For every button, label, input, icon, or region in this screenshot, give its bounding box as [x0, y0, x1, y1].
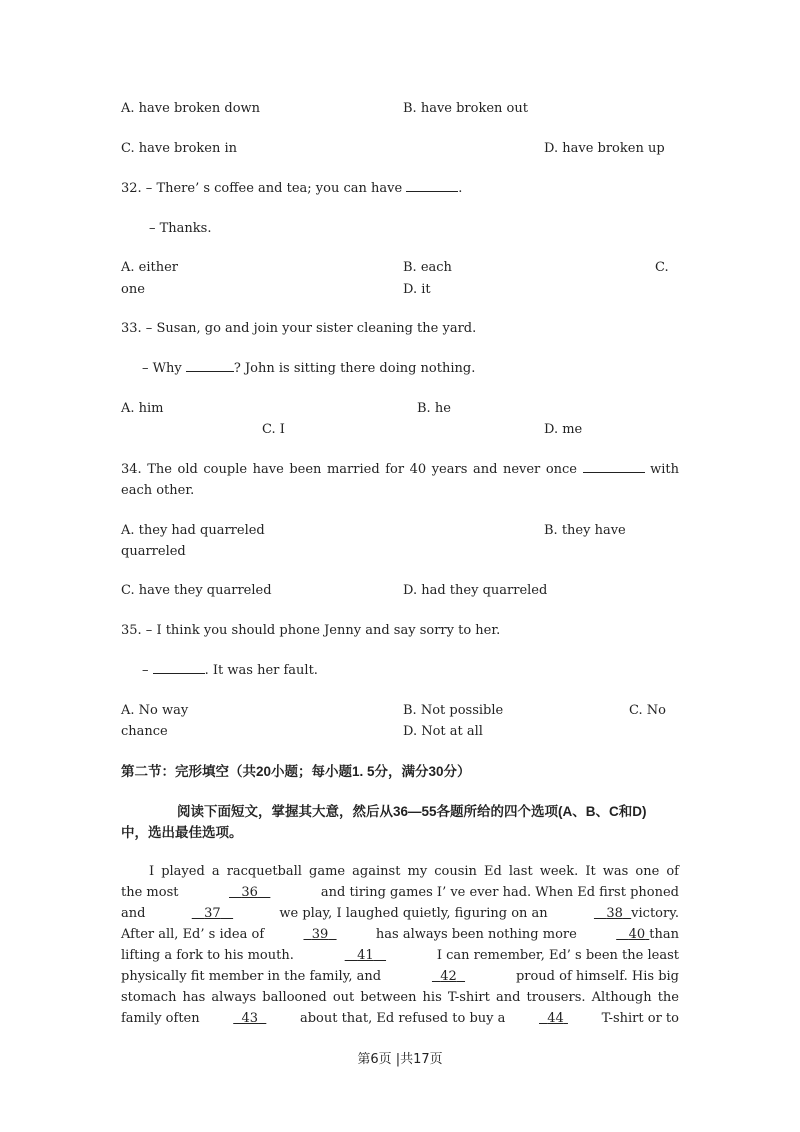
q31-option-a: A. have broken down — [121, 101, 261, 116]
q34-option-b-word: quarreled — [121, 544, 186, 559]
blank-38: 38 — [606, 906, 623, 921]
q33-reply: – Why ? John is sitting there doing nothing. — [142, 358, 475, 379]
blank-41: 41 — [357, 948, 374, 963]
blank-37: 37 — [204, 906, 221, 921]
q31-option-d: D. have broken up — [544, 141, 665, 156]
q33-option-c: C. I — [262, 422, 285, 437]
blank-43: 43 — [241, 1011, 259, 1026]
q32-option-b: B. each — [403, 260, 452, 275]
blank-36: 36 — [241, 885, 258, 900]
blank-39: 39 — [311, 927, 329, 942]
q35-blank — [153, 660, 205, 674]
section2-title: 第二节：完形填空（共20小题；每小题1. 5分，满分30分） — [121, 764, 471, 779]
q33-option-b: B. he — [417, 401, 451, 416]
q32-option-c-word: one — [121, 282, 145, 297]
q34-blank — [583, 459, 645, 473]
q32-option-a: A. either — [121, 260, 179, 275]
q32-stem: 32. – There’ s coffee and tea; you can have . — [121, 178, 462, 199]
q32-option-c-prefix: C. — [655, 260, 669, 275]
q34-option-c: C. have they quarreled — [121, 583, 272, 598]
q32-blank — [406, 178, 458, 192]
passage-line-8: family often 43 about that, Ed refused to buy a 44 T-shirt or to — [121, 1008, 679, 1029]
q35-stem: 35. – I think you should phone Jenny and say sorry to her. — [121, 623, 501, 638]
blank-42: 42 — [440, 969, 457, 984]
q32-option-d: D. it — [403, 282, 431, 297]
passage-line-2: the most 36 and tiring games I’ ve ever had. When Ed first phoned — [121, 882, 679, 903]
q34-stem: 34. The old couple have been married for 40 years and never once with — [121, 459, 679, 480]
q33-option-d: D. me — [544, 422, 583, 437]
q33-blank — [186, 358, 234, 372]
page-footer: 第6页 |共17页 — [357, 1052, 443, 1067]
q35-option-b: B. Not possible — [403, 703, 504, 718]
q34-stem-line2: each other. — [121, 483, 195, 498]
q34-option-d: D. had they quarreled — [403, 583, 548, 598]
q35-option-c-prefix: C. No — [629, 703, 666, 718]
q35-reply: – . It was her fault. — [142, 660, 318, 681]
q31-option-b: B. have broken out — [403, 101, 528, 116]
q35-option-a: A. No way — [121, 703, 189, 718]
passage-line-6: physically fit member in the family, and 42 proud of himself. His big — [121, 966, 679, 987]
section2-instruction-line1: 阅读下面短文，掌握其大意，然后从36—55各题所给的四个选项(A、B、C和D) — [177, 804, 647, 819]
q35-option-d: D. Not at all — [403, 724, 483, 739]
passage-line-1: I played a racquetball game against my cousin Ed last week. It was one of — [149, 864, 679, 879]
q31-option-c: C. have broken in — [121, 141, 238, 156]
section2-instruction-line2: 中，选出最佳选项。 — [121, 825, 243, 840]
passage-line-3: and 37 we play, I laughed quietly, figuring on an 38 victory. — [121, 903, 679, 924]
q33-option-a: A. him — [121, 401, 164, 416]
q32-reply: – Thanks. — [149, 221, 212, 236]
q33-stem: 33. – Susan, go and join your sister cleaning the yard. — [121, 321, 477, 336]
blank-44: 44 — [547, 1011, 564, 1026]
passage-line-4: After all, Ed’ s idea of 39 has always been nothing more 40 than — [121, 924, 679, 945]
q34-option-a: A. they had quarreled — [121, 523, 265, 538]
blank-40: 40 — [628, 927, 646, 942]
q35-option-c-word: chance — [121, 724, 168, 739]
q34-option-b-prefix: B. they have — [544, 523, 626, 538]
passage-line-5: lifting a fork to his mouth. 41 I can remember, Ed’ s been the least — [121, 945, 679, 966]
passage-line-7: stomach has always ballooned out between his T-shirt and trousers. Although the — [121, 990, 679, 1005]
